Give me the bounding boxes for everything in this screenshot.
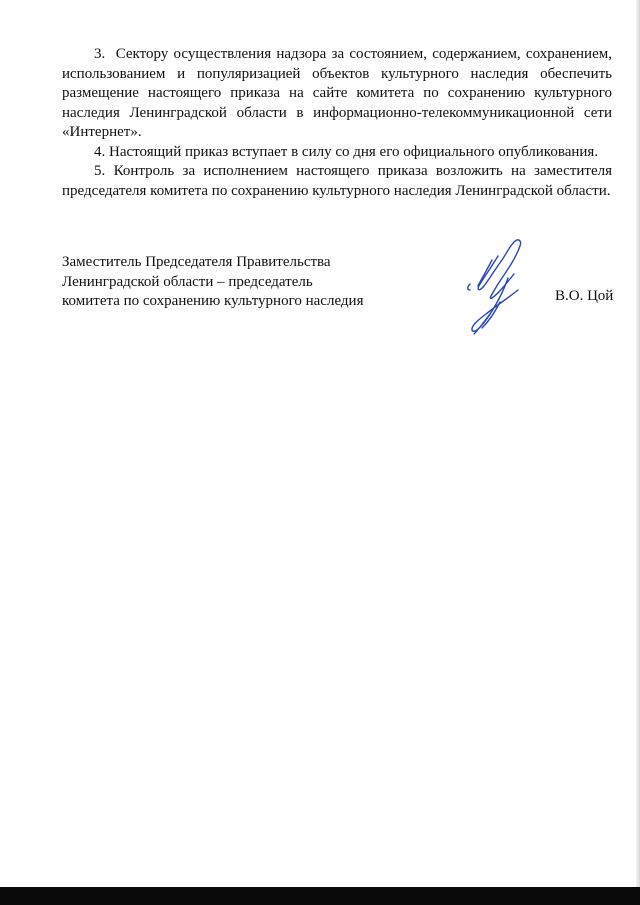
handwritten-signature — [452, 232, 542, 340]
signature-strokes — [452, 232, 542, 340]
signatory-position-line-3: комитета по сохранению культурного наследия — [62, 293, 364, 309]
document-body — [62, 45, 612, 201]
paragraph-4: 4. Настоящий приказ вступает в силу со дня его официального опубликования. — [94, 143, 599, 160]
signatory-position-line-1: Заместитель Председателя Правительства — [62, 254, 331, 270]
signatory-position-line-2: Ленинградской области – председатель — [62, 273, 313, 290]
paragraph-3: 3. Сектору осуществления надзора за состоянием, содержанием, сохранением, использованием и популяризацией объектов культурного наследия обеспечить размещение настоящего приказа на сайте комитета по сохранению культурного наследия Ленинградской области в информационно-телекоммуникационной сети «Интернет». — [62, 46, 612, 140]
signatory-name: В.О. Цой — [555, 288, 614, 304]
scan-edge-right — [636, 0, 640, 905]
paragraph-5: 5. Контроль за исполнением настоящего приказа возложить на заместителя председателя комитета по сохранению культурного наследия Ленинградской области. — [62, 163, 612, 199]
scan-edge-bottom — [0, 887, 640, 905]
